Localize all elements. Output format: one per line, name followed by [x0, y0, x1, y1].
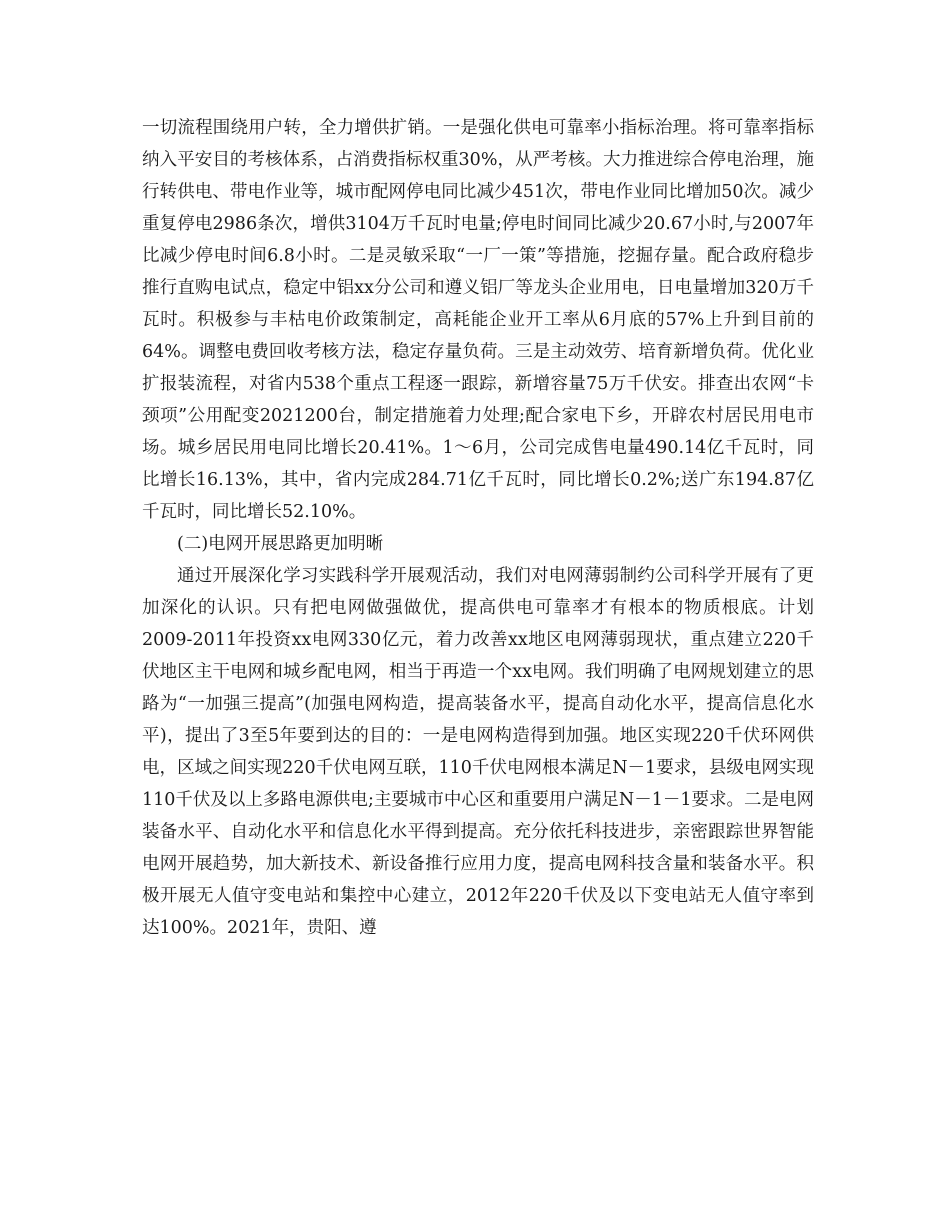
- document-body: [142, 112, 814, 944]
- paragraph-body: 通过开展深化学习实践科学开展观活动，我们对电网薄弱制约公司科学开展有了更加深化的认识。只有把电网做强做优，提高供电可靠率才有根本的物质根底。计划2009-2011年投资xx电网330亿元，着力改善xx地区电网薄弱现状，重点建立220千伏地区主干电网和城乡配电网，相当于再造一个xx电网。我们明确了电网规划建立的思路为“一加强三提高”(加强电网构造，提高装备水平，提高自动化水平，提高信息化水平)，提出了3至5年要到达的目的：一是电网构造得到加强。地区实现220千伏环网供电，区域之间实现220千伏电网互联，110千伏电网根本满足N－1要求，县级电网实现110千伏及以上多路电源供电;主要城市中心区和重要用户满足N－1－1要求。二是电网装备水平、自动化水平和信息化水平得到提高。充分依托科技进步，亲密跟踪世界智能电网开展趋势，加大新技术、新设备推行应用力度，提高电网科技含量和装备水平。积极开展无人值守变电站和集控中心建立，2012年220千伏及以下变电站无人值守率到达100%。2021年，贵阳、遵: [142, 566, 814, 938]
- paragraph-continued: 一切流程围绕用户转，全力增供扩销。一是强化供电可靠率小指标治理。将可靠率指标纳入平安目的考核体系，占消费指标权重30%，从严考核。大力推进综合停电治理，施行转供电、带电作业等，城市配网停电同比减少451次，带电作业同比增加50次。减少重复停电2986条次，增供3104万千瓦时电量;停电时间同比减少20.67小时,与2007年比减少停电时间6.8小时。二是灵敏采取“一厂一策”等措施，挖掘存量。配合政府稳步推行直购电试点，稳定中铝xx分公司和遵义铝厂等龙头企业用电，日电量增加320万千瓦时。积极参与丰枯电价政策制定，高耗能企业开工率从6月底的57%上升到目前的64%。调整电费回收考核方法，稳定存量负荷。三是主动效劳、培育新增负荷。优化业扩报装流程，对省内538个重点工程逐一跟踪，新增容量75万千伏安。排查出农网“卡颈项”公用配变2021200台，制定措施着力处理;配合家电下乡，开辟农村居民用电市场。城乡居民用电同比增长20.41%。1～6月，公司完成售电量490.14亿千瓦时，同比增长16.13%，其中，省内完成284.71亿千瓦时，同比增长0.2%;送广东194.87亿千瓦时，同比增长52.10%。: [142, 118, 814, 522]
- section-heading: (二)电网开展思路更加明晰: [177, 534, 384, 554]
